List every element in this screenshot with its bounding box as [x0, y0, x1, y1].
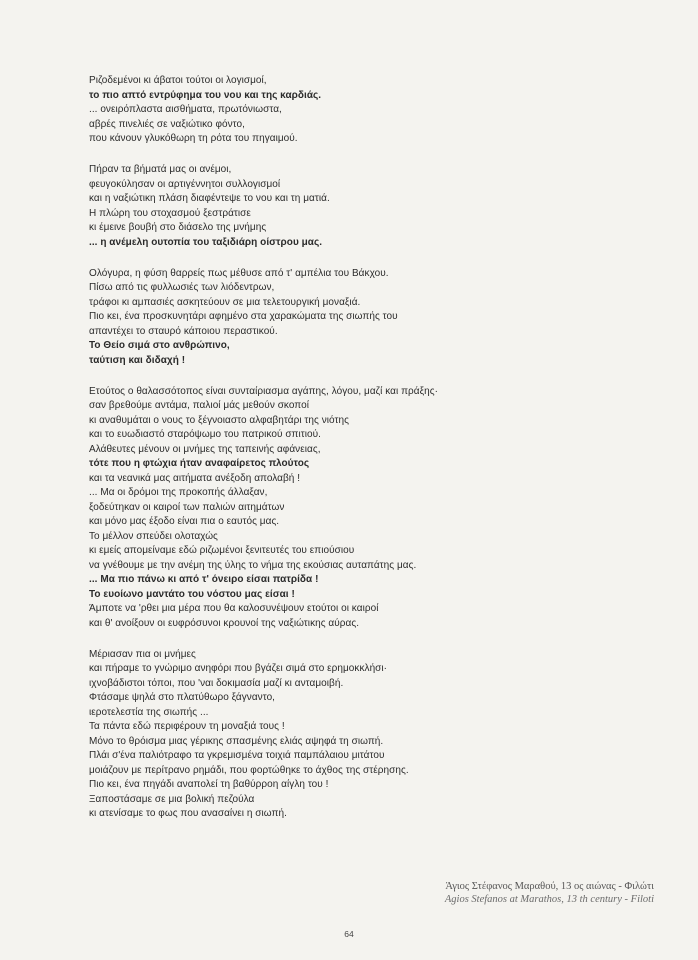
poem-stanza: [89, 163, 529, 250]
poem-line: Πλάι σ'ένα παλιότραφο τα γκρεμισμένα τοιχιά παμπάλαιου μιτάτου: [89, 750, 385, 761]
poem-line: Μόνο το θρόισμα μιας γέρικης σπασμένης ελιάς αψηφά τη σιωπή.: [89, 735, 384, 747]
poem-line: Το ευοίωνο μαντάτο του νόστου μας είσαι !: [89, 588, 295, 600]
poem-line: Η πλώρη του στοχασμού ξεστράτισε: [89, 207, 251, 219]
poem-line: Μέριασαν πια οι μνήμες: [89, 648, 196, 660]
poem-line: Φτάσαμε ψηλά στο πλατύθωρο ξάγναντο,: [89, 692, 276, 703]
poem-line: και η ναξιώτικη πλάση διαφέντεψε το νου και τη ματιά.: [89, 193, 330, 204]
poem-line: Πίσω από τις φυλλωσιές των λιόδεντρων,: [89, 282, 275, 293]
poem-line: Άμποτε να 'ρθει μια μέρα που θα καλοσυνέψουν ετούτοι οι καιροί: [89, 603, 379, 614]
poem-line: Το μέλλον σπεύδει ολοταχώς: [89, 530, 218, 542]
poem-line: και μόνο μας έξοδο είναι πια ο εαυτός μας.: [89, 516, 280, 527]
poem-line: ... ονειρόπλαστα αισθήματα, πρωτόνιωστα,: [89, 104, 282, 115]
poem-line: Ετούτος ο θαλασσότοπος είναι συνταίριασμα αγάπης, λόγου, μαζί και πράξης·: [89, 385, 439, 397]
poem-stanza: [89, 385, 529, 632]
poem-stanza: [89, 74, 529, 147]
poem-line: Πιο κει, ένα πηγάδι αναπολεί τη βαθύρροη αίγλη του !: [89, 779, 329, 790]
poem-stanza: [89, 267, 529, 369]
poem-line: ... η ανέμελη ουτοπία του ταξιδιάρη οίστρου μας.: [89, 236, 323, 248]
poem-line: τράφοι κι αμπασιές ασκητεύουν σε μια τελετουργική μοναξιά.: [89, 296, 361, 308]
poem-line: Αλάθευτες μένουν οι μνήμες της ταπεινής αφάνειας,: [89, 443, 321, 455]
poem-stanza: [89, 648, 529, 822]
caption-greek: Άγιος Στέφανος Μαραθού, 13 ος αιώνας - Φιλώτι: [445, 881, 654, 892]
poem-line: κι αναθυμάται ο νους το ξέγνοιαστο αλφαβητάρι της νιότης: [89, 414, 350, 426]
poem-line: ταύτιση και διδαχή !: [89, 354, 186, 366]
poem-line: ιεροτελεστία της σιωπής ...: [89, 706, 209, 718]
poem-line: φευγοκύλησαν οι αρτιγέννητοι συλλογισμοί: [89, 178, 281, 190]
poem-line: τότε που η φτώχια ήταν αναφαίρετος πλούτος: [89, 458, 310, 469]
poem-line: κι έμεινε βουβή στο διάσελο της μνήμης: [89, 222, 267, 233]
poem-body: [89, 74, 529, 838]
poem-line: Ολόγυρα, η φύση θαρρείς πως μέθυσε από τ' αμπέλια του Βάκχου.: [89, 267, 389, 279]
caption-english: Agios Stefanos at Marathos, 13 th century - Filoti: [444, 894, 654, 905]
poem-line: ... Μα πιο πάνω κι από τ' όνειρο είσαι πατρίδα !: [89, 574, 319, 585]
poem-line: και τα νεανικά μας αιτήματα ανέξοδη απολαβή !: [89, 472, 301, 484]
poem-line: που κάνουν γλυκόθωρη τη ρότα του πηγαιμού.: [89, 133, 298, 144]
photo-caption: [445, 880, 654, 906]
poem-line: Πιο κει, ένα προσκυνητάρι αφημένο στα χαρακώματα της σιωπής του: [89, 311, 398, 322]
poem-line: Ξαποστάσαμε σε μια βολική πεζούλα: [89, 793, 255, 805]
poem-line: ιχνοβάδιστοι τόποι, που 'ναι δοκιμασία μαζί κι ανταμοιβή.: [89, 677, 344, 689]
poem-line: και το ευωδιαστό σταρόψωμο του πατρικού σπιτιού.: [89, 429, 321, 440]
poem-line: Ριζοδεμένοι κι άβατοι τούτοι οι λογισμοί,: [89, 75, 267, 86]
poem-line: ... Μα οι δρόμοι της προκοπής άλλαξαν,: [89, 487, 268, 498]
poem-line: το πιο απτό εντρύφημα του νου και της καρδιάς.: [89, 89, 322, 101]
page-number: 64: [344, 929, 354, 939]
poem-line: ξοδεύτηκαν οι καιροί των παλιών αιτημάτων: [89, 501, 285, 513]
poem-line: μοιάζουν με περίτρανο ρημάδι, που φορτώθηκε το άχθος της στέρησης.: [89, 764, 409, 776]
poem-line: κι ατενίσαμε το φως που ανασαίνει η σιωπή.: [89, 808, 287, 819]
poem-line: Πήραν τα βήματά μας οι ανέμοι,: [89, 164, 232, 175]
poem-line: να γνέθουμε με την ανέμη της ύλης το νήμα της εκούσιας αυταπάτης μας.: [89, 559, 417, 571]
poem-line: και θ' ανοίξουν οι ευφρόσυνοι κρουνοί της ναξιώτικης αύρας.: [89, 617, 360, 629]
poem-line: απαντέχει το σταυρό κάποιου περαστικού.: [89, 325, 278, 337]
poem-line: και πήραμε το γνώριμο ανηφόρι που βγάζει σιμά στο ερημοκκλήσι·: [89, 663, 388, 674]
poem-line: Το Θείο σιμά στο ανθρώπινο,: [89, 340, 230, 351]
poem-line: Τα πάντα εδώ περιφέρουν τη μοναξιά τους !: [89, 721, 285, 732]
poem-line: αβρές πινελιές σε ναξιώτικο φόντο,: [89, 118, 245, 130]
poem-line: σαν βρεθούμε αντάμα, παλιοί μάς μεθούν σκοποί: [89, 400, 310, 411]
poem-line: κι εμείς απομείναμε εδώ ριζωμένοι ξενιτευτές του επιούσιου: [89, 545, 355, 556]
